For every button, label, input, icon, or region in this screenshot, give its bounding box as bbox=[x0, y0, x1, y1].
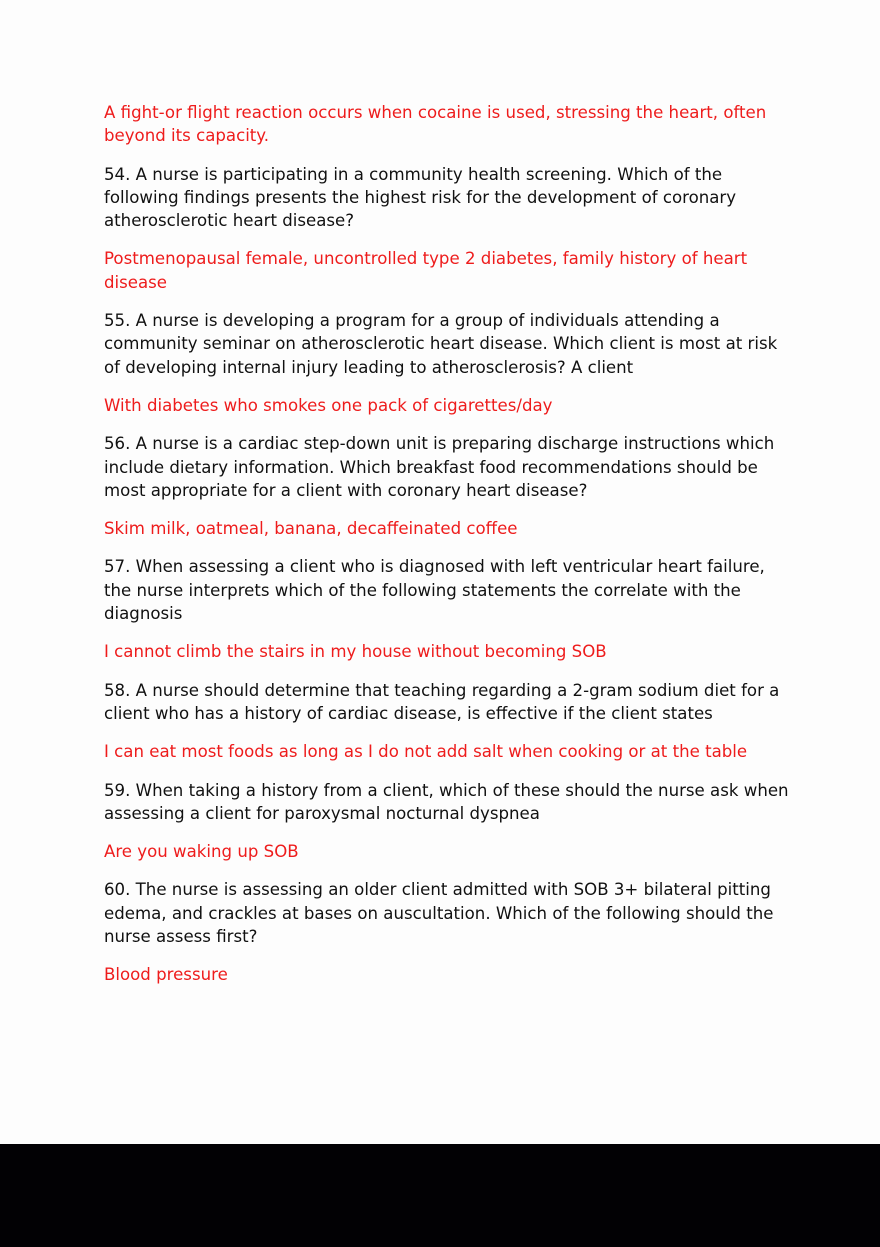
question-59: 59. When taking a history from a client, which of these should the nurse ask when assessing a client for paroxysmal nocturnal dyspnea bbox=[104, 780, 789, 823]
answer-56: Skim milk, oatmeal, banana, decaffeinated coffee bbox=[104, 519, 518, 539]
question-60: 60. The nurse is assessing an older client admitted with SOB 3+ bilateral pitting edema, and crackles at bases on auscultation. Which of the following should the nurse assess first? bbox=[104, 880, 774, 947]
bottom-black-bar bbox=[0, 1144, 880, 1247]
answer-60: Blood pressure bbox=[104, 965, 228, 985]
document-content bbox=[104, 101, 794, 1002]
answer-text: A fight-or flight reaction occurs when cocaine is used, stressing the heart, often beyond its capacity. bbox=[104, 103, 767, 146]
question-54: 54. A nurse is participating in a community health screening. Which of the following findings presents the highest risk for the development of coronary atherosclerotic heart disease? bbox=[104, 164, 737, 231]
answer-58: I can eat most foods as long as I do not add salt when cooking or at the table bbox=[104, 742, 748, 762]
answer-54: Postmenopausal female, uncontrolled type 2 diabetes, family history of heart disease bbox=[104, 249, 748, 292]
answer-57: I cannot climb the stairs in my house without becoming SOB bbox=[104, 642, 607, 662]
question-56: 56. A nurse is a cardiac step-down unit is preparing discharge instructions which include dietary information. Which breakfast food recommendations should be most appropriate for a client with coronary heart disease? bbox=[104, 434, 775, 500]
answer-55: With diabetes who smokes one pack of cigarettes/day bbox=[104, 395, 553, 415]
answer-59: Are you waking up SOB bbox=[104, 842, 299, 862]
question-55: 55. A nurse is developing a program for a group of individuals attending a community seminar on atherosclerotic heart disease. Which client is most at risk of developing internal injury leading to atherosclerosis? A client bbox=[104, 311, 778, 377]
question-57: 57. When assessing a client who is diagnosed with left ventricular heart failure, the nurse interprets which of the following statements the correlate with the diagnosis bbox=[104, 557, 765, 624]
question-58: 58. A nurse should determine that teaching regarding a 2-gram sodium diet for a client who has a history of cardiac disease, is effective if the client states bbox=[104, 680, 780, 723]
